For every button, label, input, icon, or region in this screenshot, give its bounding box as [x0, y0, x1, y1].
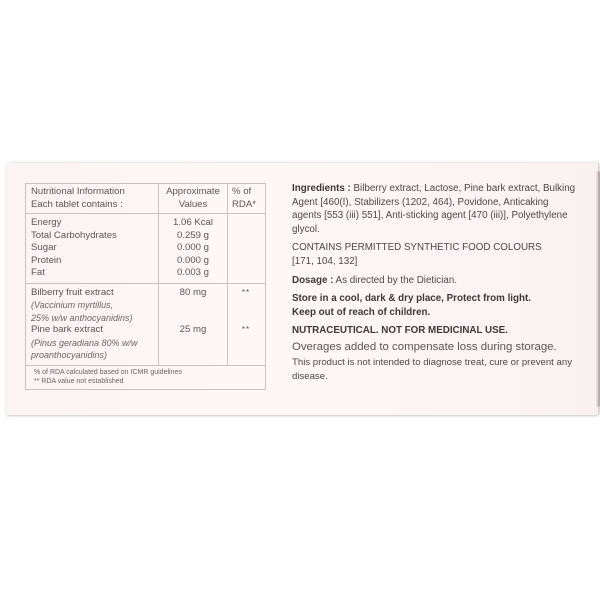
- extract-detail: proanthocyanidins): [31, 350, 108, 360]
- ingredients: [292, 182, 580, 236]
- disclaimer: This product is not intended to diagnose treat, cure or prevent any disease.: [292, 356, 572, 382]
- dosage-label: Dosage :: [292, 274, 334, 286]
- storage-warnings: Store in a cool, dark & dry place, Protect from light. Keep out of reach of children.: [292, 293, 531, 318]
- ingredients-label: Ingredients :: [292, 183, 351, 194]
- header-nutritional-info: Nutritional Information Each tablet contains :: [26, 184, 159, 214]
- table-row: Sugar 0.000 g: [26, 242, 266, 255]
- nutrition-table-header: [26, 184, 266, 214]
- overages-notice: Overages added to compensate loss during storage.: [292, 340, 557, 353]
- table-row-extract: Bilberry fruit extract (Vaccinium myrtillus, 25% w/w anthocyanidins) 80 mg **: [26, 283, 266, 324]
- table-row: Total Carbohydrates 0.259 g: [26, 230, 266, 243]
- dosage: [292, 274, 580, 288]
- table-row: Energy 1.06 Kcal: [26, 214, 266, 230]
- table-footnotes: [26, 365, 266, 389]
- table-row-extract: Pine bark extract (Pinus geradiana 80% w/w proanthocyanidins) 25 mg **: [26, 324, 266, 365]
- label-text-column: [292, 182, 580, 388]
- food-colours: CONTAINS PERMITTED SYNTHETIC FOOD COLOURS [171, 104, 132]: [292, 242, 542, 267]
- table-row: Protein 0.000 g: [26, 255, 266, 268]
- header-rda: % of RDA*: [228, 184, 266, 214]
- table-row: Fat 0.003 g: [26, 267, 266, 283]
- extract-name: Pine bark extract: [31, 324, 103, 335]
- nutrition-table: [25, 183, 266, 390]
- extract-detail: (Pinus geradiana 80% w/w: [31, 337, 138, 348]
- header-approximate-values: Approximate Values: [159, 184, 228, 214]
- footnote-rda-basis: % of RDA calculated based on ICMR guidelines: [34, 368, 182, 376]
- footnote-rda-not-established: ** RDA value not established: [34, 377, 124, 385]
- extract-detail: (Vaccinium myrtillus,: [31, 300, 114, 310]
- dosage-text: As directed by the Dietician.: [333, 274, 457, 286]
- nutraceutical-notice: NUTRACEUTICAL. NOT FOR MEDICINAL USE.: [292, 325, 508, 337]
- extract-name: Bilberry fruit extract: [31, 286, 114, 298]
- ingredients-text: Bilberry extract, Lactose, Pine bark extract, Bulking Agent [460(I), Stabilizers (1202, 464), Povidone, Anticaking agents [553 (iii) 551], Anti-sticking agent [470 (iii)], Polyethylene glycol.: [292, 183, 576, 235]
- extract-detail: 25% w/w anthocyanidins): [31, 312, 133, 323]
